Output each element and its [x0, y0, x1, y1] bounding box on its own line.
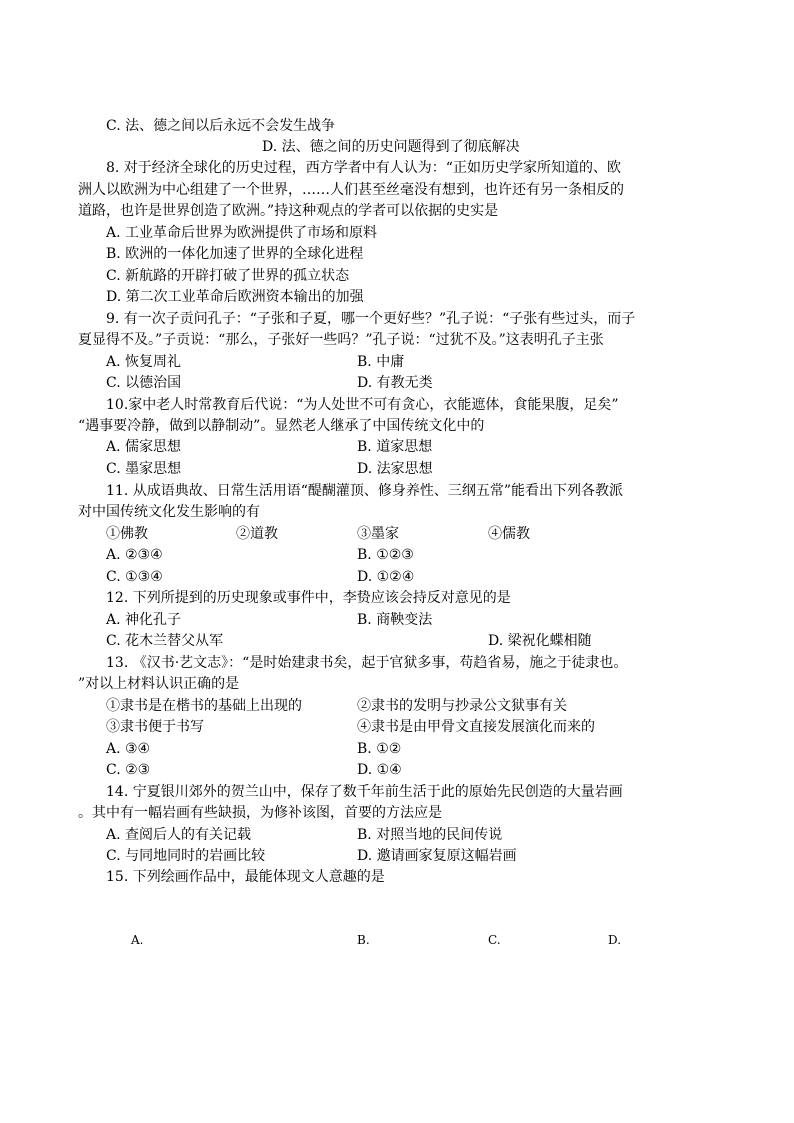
q10-option-c: C. 墨家思想: [106, 461, 182, 477]
q7-option-d: D. 法、德之间的历史问题得到了彻底解决: [262, 139, 520, 155]
q12-option-a: A. 神化孔子: [106, 612, 182, 628]
q14-option-a: A. 查阅后人的有关记载: [106, 827, 252, 843]
q8-option-b: B. 欧洲的一体化加速了世界的全球化进程: [106, 246, 364, 262]
q7-option-c: C. 法、德之间以后永远不会发生战争: [106, 118, 336, 134]
q8-option-c: C. 新航路的开辟打破了世界的孤立状态: [106, 268, 350, 284]
q11-option-a: A. ②③④: [106, 547, 163, 563]
q8-stem-line3: 道路，也许是世界创造了欧洲。”持这种观点的学者可以依据的史实是: [78, 203, 499, 219]
q8-option-a: A. 工业革命后世界为欧洲提供了市场和原料: [106, 225, 378, 241]
q13-stem-line2: ”对以上材料认识正确的是: [78, 676, 240, 692]
q11-stem-line1: 11. 从成语典故、日常生活用语“醍醐灌顶、修身养性、三纲五常”能看出下列各教派: [106, 483, 624, 499]
q9-option-c: C. 以德治国: [106, 375, 182, 391]
q11-item-2: ②道教: [236, 526, 278, 542]
q11-item-1: ①佛教: [106, 526, 148, 542]
q10-option-d: D. 法家思想: [357, 461, 433, 477]
q8-option-d: D. 第二次工业革命后欧洲资本输出的加强: [106, 289, 364, 305]
q13-stem-line1: 13. 《汉书·艺文志》：“是时始建隶书矣，起于官狱多事，苟趋省易，施之于徒隶也。: [106, 655, 628, 671]
q8-stem-line2: 洲人以欧洲为中心组建了一个世界，……人们甚至丝毫没有想到，也许还有另一条相反的: [78, 182, 624, 198]
q8-stem-line1: 8. 对于经济全球化的历史过程，西方学者中有人认为：“正如历史学家所知道的、欧: [106, 160, 621, 176]
q14-option-b: B. 对照当地的民间传说: [357, 827, 503, 843]
q11-stem-line2: 对中国传统文化发生影响的有: [78, 504, 260, 520]
q13-option-d: D. ①④: [357, 762, 402, 778]
q11-item-4: ④儒教: [488, 526, 530, 542]
q10-stem-line1: 10.家中老人时常教育后代说：“为人处世不可有贪心，衣能遮体，食能果腹，足矣”: [106, 397, 619, 413]
q15-option-a: A.: [131, 933, 144, 947]
q15-option-d: D.: [608, 933, 622, 947]
q13-item-4: ④隶书是由甲骨文直接发展演化而来的: [357, 719, 595, 735]
q12-option-c: C. 花木兰替父从军: [106, 633, 224, 649]
q9-option-b: B. 中庸: [357, 354, 405, 370]
q15-stem-line1: 15. 下列绘画作品中，最能体现文人意趣的是: [106, 869, 385, 885]
q9-stem-line1: 9. 有一次子贡问孔子：“子张和子夏，哪一个更好些？”孔子说：“子张有些过头，而子: [106, 311, 636, 327]
q13-item-1: ①隶书是在楷书的基础上出现的: [106, 698, 302, 714]
q11-option-c: C. ①③④: [106, 569, 163, 585]
q13-option-c: C. ②③: [106, 762, 151, 778]
q14-stem-line1: 14. 宁夏银川郊外的贺兰山中，保存了数千年前生活于此的原始先民创造的大量岩画: [106, 784, 623, 800]
q13-item-3: ③隶书便于书写: [106, 719, 204, 735]
q13-option-a: A. ③④: [106, 741, 151, 757]
q15-option-c: C.: [488, 933, 501, 947]
q12-option-b: B. 商鞅变法: [357, 612, 433, 628]
q11-item-3: ③墨家: [357, 526, 399, 542]
q14-option-c: C. 与同地同时的岩画比较: [106, 848, 266, 864]
q12-option-d: D. 梁祝化蝶相随: [488, 633, 592, 649]
q11-option-d: D. ①②④: [357, 569, 415, 585]
q14-option-d: D. 邀请画家复原这幅岩画: [357, 848, 517, 864]
q9-option-d: D. 有教无类: [357, 375, 433, 391]
q9-stem-line2: 夏显得不及。”子贡说：“那么，子张好一些吗？”孔子说：“过犹不及。”这表明孔子主张: [78, 332, 604, 348]
q12-stem-line1: 12. 下列所提到的历史现象或事件中，李贽应该会持反对意见的是: [106, 590, 511, 606]
q10-option-b: B. 道家思想: [357, 439, 433, 455]
q15-option-b: B.: [357, 933, 370, 947]
q13-option-b: B. ①②: [357, 741, 402, 757]
q10-stem-line2: “遇事要冷静，做到以静制动”。显然老人继承了中国传统文化中的: [78, 418, 485, 434]
q13-item-2: ②隶书的发明与抄录公文狱事有关: [357, 698, 567, 714]
q11-option-b: B. ①②③: [357, 547, 414, 563]
q14-stem-line2: 。其中有一幅岩画有些缺损，为修补该图，首要的方法应是: [78, 805, 442, 821]
q10-option-a: A. 儒家思想: [106, 439, 182, 455]
q9-option-a: A. 恢复周礼: [106, 354, 182, 370]
